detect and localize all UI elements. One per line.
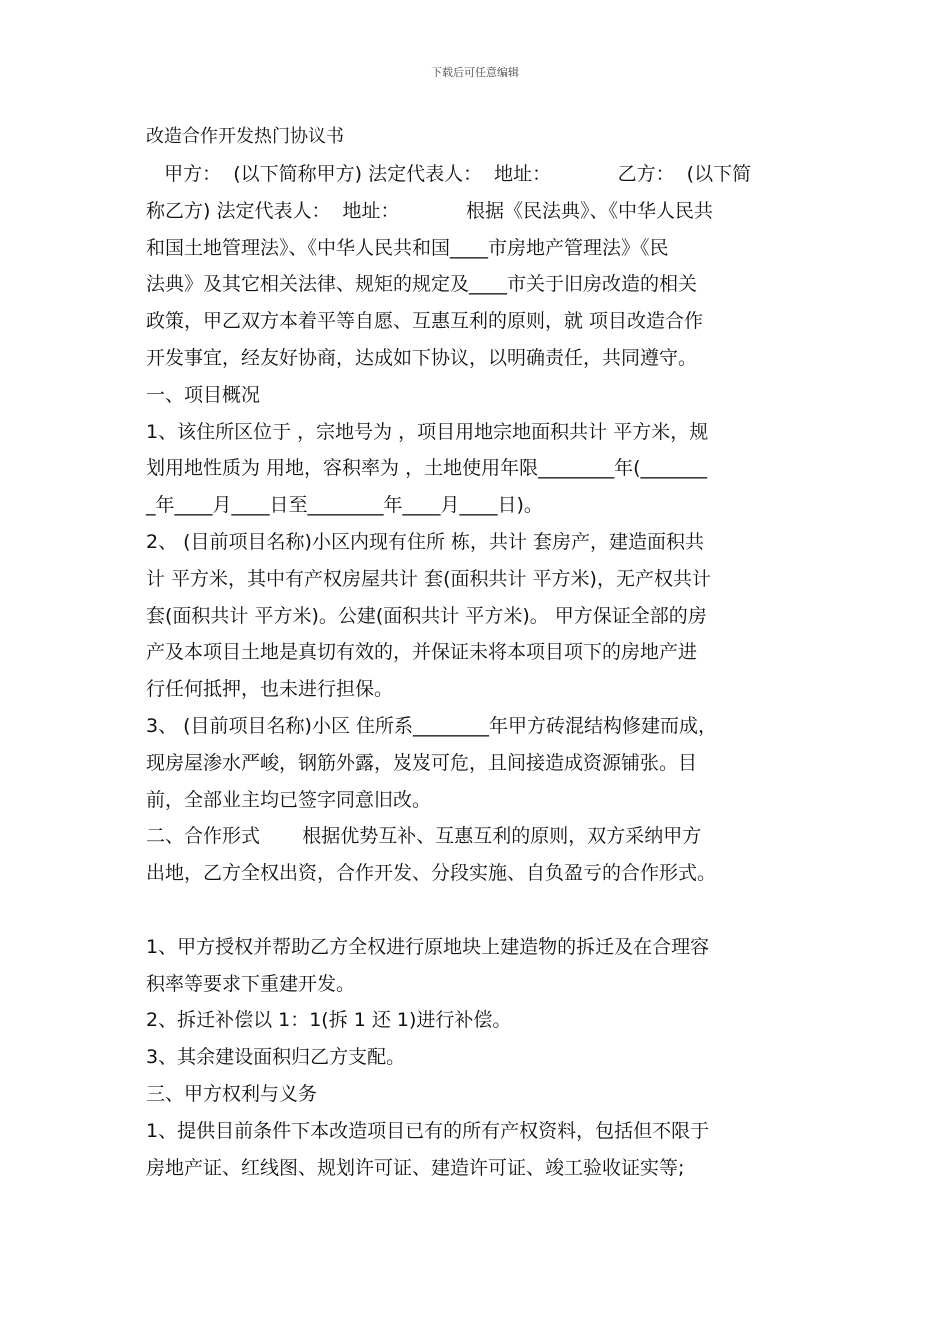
paragraph-line: 积率等要求下重建开发。 (146, 972, 356, 995)
paragraph-line: 2、拆迁补偿以 1：1(拆 1 还 1)进行补偿。 (146, 1009, 512, 1032)
paragraph-line: 和国土地管理法》、《中华人民共和国____市房地产管理法》《民 (146, 236, 669, 259)
paragraph-line: 称乙方) 法定代表人： 地址： 根据《民法典》、《中华人民共 (146, 199, 713, 222)
paragraph-line: 现房屋渗水严峻，钢筋外露，岌岌可危，且间接造成资源铺张。目 (146, 751, 698, 774)
paragraph-line: 出地，乙方全权出资，合作开发、分段实施、自负盈亏的合作形式。 (146, 862, 717, 885)
document-body (146, 118, 818, 1186)
paragraph-line: _年____月____日至________年____月____日)。 (146, 494, 543, 517)
paragraph-line: 甲方： (以下简称甲方) 法定代表人： 地址： 乙方： (以下简 (146, 163, 752, 185)
paragraph-line: 3、其余建设面积归乙方支配。 (146, 1046, 406, 1069)
paragraph-line: 划用地性质为 用地，容积率为 ，土地使用年限________年(_______ (146, 457, 707, 480)
paragraph-line: 计 平方米，其中有产权房屋共计 套(面积共计 平方米)，无产权共计 (146, 567, 711, 590)
page-header-note: 下载后可任意编辑 (431, 66, 519, 79)
paragraph-line: 1、甲方授权并帮助乙方全权进行原地块上建造物的拆迁及在合理容 (146, 935, 710, 958)
paragraph-line: 套(面积共计 平方米)。公建(面积共计 平方米)。 甲方保证全部的房 (146, 604, 707, 627)
paragraph-line: 行任何抵押，也未进行担保。 (146, 678, 394, 701)
paragraph-line: 产及本项目土地是真切有效的，并保证未将本项目项下的房地产进 (146, 641, 698, 664)
paragraph-line: 1、提供目前条件下本改造项目已有的所有产权资料，包括但不限于 (146, 1119, 710, 1142)
section-heading: 一、项目概况 (146, 383, 261, 406)
paragraph-line: 开发事宜，经友好协商，达成如下协议，以明确责任，共同遵守。 (146, 346, 698, 369)
paragraph-line: 1、该住所区位于 ，宗地号为 ，项目用地宗地面积共计 平方米，规 (146, 420, 709, 443)
paragraph-line: 3、 (目前项目名称)小区 住所系________年甲方砖混结构修建而成， (146, 714, 717, 737)
blank-line (146, 892, 818, 929)
section-heading: 二、合作形式 根据优势互补、互惠互利的原则，双方采纳甲方 (146, 825, 702, 848)
paragraph-line: 2、 (目前项目名称)小区内现有住所 栋，共计 套房产，建造面积共 (146, 530, 705, 553)
paragraph-line: 法典》及其它相关法律、规矩的规定及____市关于旧房改造的相关 (146, 273, 698, 296)
paragraph-line: 政策，甲乙双方本着平等自愿、互惠互利的原则，就 项目改造合作 (146, 310, 704, 333)
document-title: 改造合作开发热门协议书 (146, 126, 344, 147)
paragraph-line: 房地产证、红线图、规划许可证、建造许可证、竣工验收证实等; (146, 1156, 685, 1179)
section-heading: 三、甲方权利与义务 (146, 1082, 318, 1105)
paragraph-line: 前，全部业主均已签字同意旧改。 (146, 788, 432, 811)
